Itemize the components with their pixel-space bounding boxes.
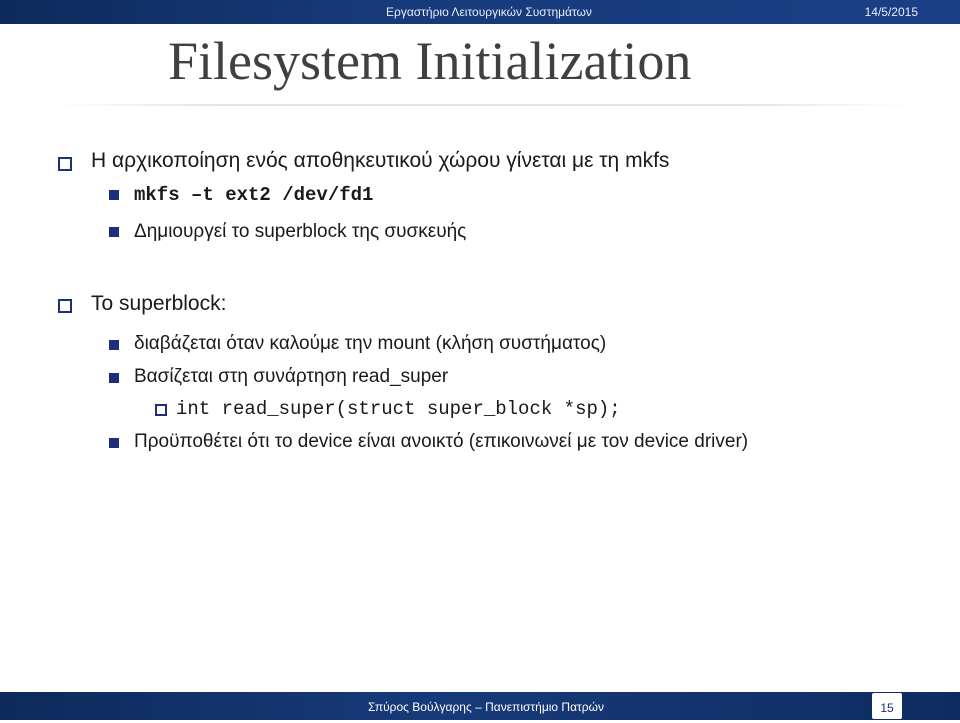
slide-date: 14/5/2015 <box>864 5 918 19</box>
bullet-item: Η αρχικοποίηση ενός αποθηκευτικού χώρου γίνεται με τη mkfs <box>91 149 670 172</box>
hollow-square-bullet-icon <box>155 404 167 416</box>
solid-square-bullet-icon <box>109 438 119 448</box>
footer-author: Σπύρος Βούλγαρης – Πανεπιστήμιο Πατρών <box>368 700 604 714</box>
solid-square-bullet-icon <box>109 190 119 200</box>
bullet-item: Το superblock: <box>91 292 227 315</box>
hollow-square-bullet-icon <box>58 299 72 313</box>
sub-bullet-item: διαβάζεται όταν καλούμε την mount (κλήση συστήματος) <box>134 333 607 354</box>
hollow-square-bullet-icon <box>58 157 72 171</box>
footer-bar <box>0 692 960 720</box>
page-number: 15 <box>872 693 902 719</box>
sub-bullet-item: Δημιουργεί το superblock της συσκευής <box>134 221 467 242</box>
solid-square-bullet-icon <box>109 373 119 383</box>
slide-title: Filesystem Initialization <box>168 31 692 91</box>
sub-bullet-item: Προϋποθέτει ότι το device είναι ανοικτό (επικοινωνεί με τον device driver) <box>134 431 749 452</box>
title-divider <box>52 104 912 106</box>
course-name: Εργαστήριο Λειτουργικών Συστημάτων <box>386 5 592 19</box>
sub-bullet-item: Βασίζεται στη συνάρτηση read_super <box>134 366 449 387</box>
code-line: int read_super(struct super_block *sp); <box>176 398 621 420</box>
header-bar <box>0 0 960 24</box>
sub-bullet-item: mkfs –t ext2 /dev/fd1 <box>134 184 374 206</box>
solid-square-bullet-icon <box>109 227 119 237</box>
solid-square-bullet-icon <box>109 340 119 350</box>
